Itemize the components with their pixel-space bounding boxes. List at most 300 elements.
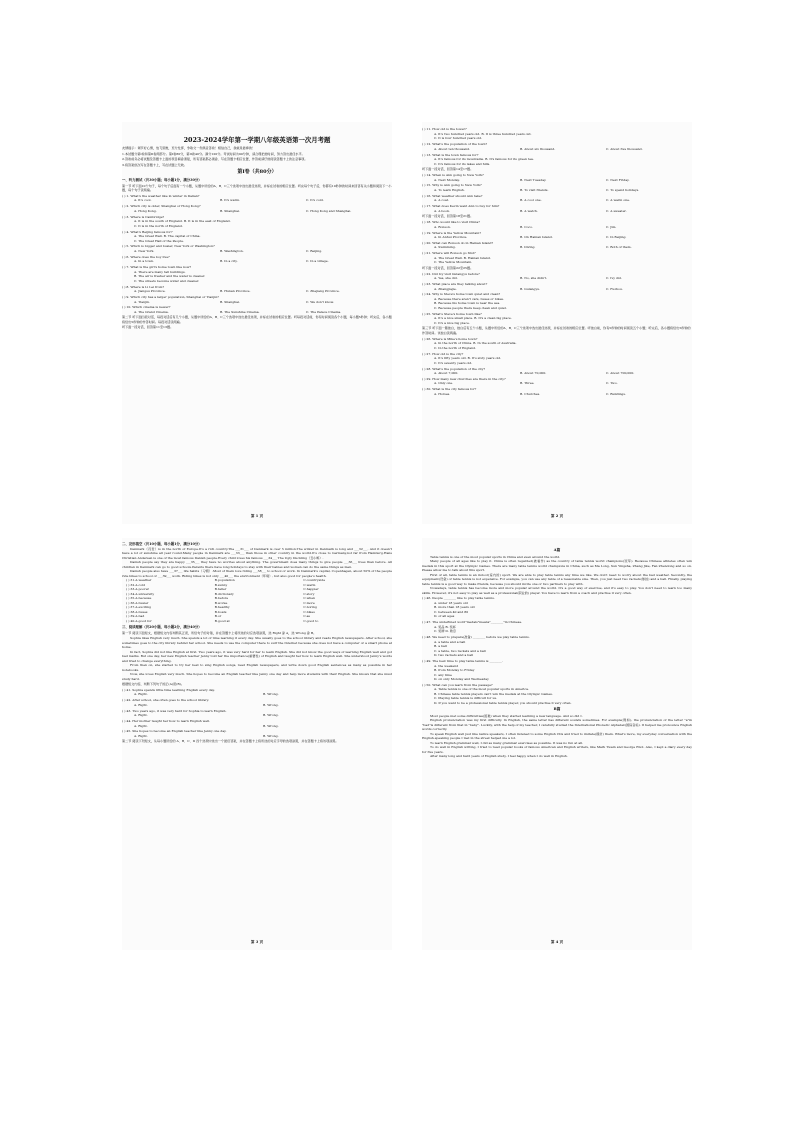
option-c: C. It's cold. [306, 198, 324, 203]
question-item [422, 620, 692, 634]
option-b: B. Churches. [520, 391, 541, 396]
option-b: B. Diving. [520, 245, 536, 250]
question-stem: ( ) 22. Did Ivy visit Gulangyu before? [422, 271, 480, 276]
paragraph: In fact, Sophia did not like English at first. Two years ago, it was very hard for her to learn English. She did not know the good ways of learning English well and got bad marks. But one day, her new English teacher Jenny told her the importance(重要性) of English and taught her how to learn English well. She understood Jenny's words and tried to change everything. [122, 649, 392, 663]
listening-questions-11-13 [422, 127, 692, 166]
question-options [122, 310, 392, 315]
option-c: C. Next Friday. [606, 177, 630, 182]
exam-page-1 [122, 122, 392, 524]
option-a: A. It's cool. [134, 198, 152, 203]
top-spacer [422, 122, 692, 126]
option-line: A. The Great Wall. B. Hainan Island. [434, 255, 491, 260]
listening-questions-26-30 [422, 337, 692, 397]
option-c: C. About 700,000. [606, 371, 635, 376]
option-a: A. Right. [134, 723, 148, 728]
question-options [422, 287, 692, 292]
question-item [122, 265, 392, 283]
option-line: A. The Great Wall. B. The capital of China. [134, 234, 201, 239]
page-number: 第 3 页 [250, 939, 264, 944]
question-item [422, 337, 692, 351]
option-line: C. 奖牌 D. 勋章 [434, 629, 456, 634]
option-b: B. Three. [520, 381, 535, 386]
option-line: C. The Great Hall of the People. [134, 238, 184, 243]
question-options [422, 147, 692, 152]
cloze-option: B.worse [214, 600, 228, 605]
cloze-option: ( ) 35.A.because [126, 596, 152, 600]
option-c: C. A warm one. [606, 198, 630, 203]
option-c: C. In a village. [306, 259, 329, 264]
question-item [422, 194, 692, 203]
paragraph: 友情提示：调节好心情，放飞思维，充分发挥，争取交一份满意答卷！相信自己，我就是最棒的！ [122, 146, 256, 150]
option-c: C. We don't know. [306, 299, 334, 304]
question-stem: ( ) 41. Sophia spends little time learning English every day. [122, 687, 215, 692]
question-item [422, 204, 692, 213]
question-options [122, 692, 392, 697]
cloze-option: C.good to [303, 618, 319, 623]
option-a: A. Zhangjiajie. [434, 286, 457, 291]
option-b: B. A watch. [520, 208, 538, 213]
question-stem: ( ) 1. What's the weather like in winter in Dalian? [122, 193, 200, 198]
question-stem: ( ) 24. Why is Steve's home town quiet and clean? [422, 292, 501, 297]
question-item [422, 241, 692, 250]
listening-questions-1-10 [122, 194, 392, 315]
cloze-option: B.healthy [214, 605, 230, 609]
option-line: C. It is four hundred years old. [434, 136, 483, 141]
option-c: C. Jim. [606, 224, 617, 229]
option-b: B. To visit friends. [520, 187, 549, 192]
question-stem: ( ) 4. What's Beijing famous for? [122, 229, 173, 234]
question-stem: ( ) 2. Which city is older, Shanghai or Hong Kong? [122, 204, 201, 209]
option-line: C. Playing table tennis is difficult for us. [434, 696, 498, 701]
question-stem: ( ) 11. How old is the tower? [422, 127, 467, 132]
passage-b-text [422, 714, 692, 759]
option-b: B. Gulangyu. [520, 286, 541, 291]
exam-page-2 [422, 122, 692, 524]
passage-b-title: B篇 [553, 707, 561, 712]
question-stem: ( ) 14. When is Ann going to New York? [422, 173, 484, 178]
cloze-option: ( ) 31.A.weather [126, 578, 152, 582]
option-line: C. It's famous for its lakes and hills. [434, 161, 491, 166]
question-item [122, 215, 392, 229]
question-item [422, 635, 692, 658]
question-stem: ( ) 6. Where does the boy live? [122, 254, 170, 259]
question-item [422, 220, 692, 229]
exam-page-3 [122, 538, 392, 950]
cloze-option: C.bikes [303, 609, 315, 614]
option-b: B. Wrong. [263, 733, 279, 738]
paragraph: Now, she loves English very much. She hopes to become an English teacher like Jenny one day and help more students with their English. She knows that she must study hard. [122, 672, 392, 681]
question-options [122, 249, 392, 254]
question-stem: ( ) 18. Who would like to visit China? [422, 220, 480, 225]
option-a: A. Ronson. [434, 224, 451, 229]
option-a: A. Swimming. [434, 245, 456, 250]
option-b: B. A cool one. [520, 198, 542, 203]
option-a: A. New York. [134, 248, 155, 253]
paragraph: To do well in English writing, I tried to read popular books of famous American and English writers, like Mark Twain and George Eliot. Also, I kept a diary every day for five years. [422, 745, 692, 754]
question-options [422, 371, 692, 376]
option-line: A. It's two hundred years old. B. It is three hundred years old. [434, 131, 532, 136]
question-item [422, 312, 692, 326]
question-item [422, 173, 692, 182]
option-a: A. The Grand Cinema. [134, 309, 169, 314]
option-c: C. Ivy did. [606, 276, 622, 281]
question-item [422, 596, 692, 619]
question-options [422, 198, 692, 203]
option-b: B. Wrong. [263, 713, 279, 718]
cloze-option: C.story [303, 591, 315, 596]
reading-passage [122, 636, 392, 681]
question-options [422, 392, 692, 397]
option-c: C. Hong Kong and Shanghai. [306, 208, 352, 213]
option-line: C. In the north of England. [434, 345, 477, 350]
option-line: A. under 18 years old [434, 600, 468, 605]
question-item [122, 729, 392, 738]
paragraph: From then on, she started to try her best to sing English songs, read English newspapers, and write down good English sentences as many as possible in her notebooks. [122, 663, 392, 672]
option-b: B. Shanghai. [220, 299, 240, 304]
option-b: B. Hunan Province. [220, 289, 251, 294]
listening-lead-11: 听下面一段对话，回答第11至13题。 [122, 325, 174, 330]
cloze-passage [122, 547, 392, 579]
option-line: C. Because people there keep clean and quiet. [434, 305, 507, 310]
cloze-heading: 二、完形填空（共10小题，每小题1分，满分10分） [122, 542, 202, 546]
question-stem: ( ) 9. Which city has a larger population, Shanghai or Tianjin? [122, 295, 219, 300]
option-line: D. on only Monday and Wednesday [434, 677, 489, 682]
question-item [122, 255, 392, 264]
question-options [122, 209, 392, 214]
cloze-option: C.when [303, 596, 316, 600]
question-stem: ( ) 16. What weather should Ann take? [422, 193, 483, 198]
option-line: B. Chinese table tennis players can't win the medals at the Olympic Games. [434, 691, 553, 696]
cloze-option: C.warm [303, 582, 316, 587]
listening-lead-18: 听下面一段对话，回答第18至21题。 [422, 214, 474, 219]
cloze-option: C.more [303, 600, 315, 605]
question-item [122, 285, 392, 294]
question-options [422, 225, 692, 230]
listening-part3-intro: 第三节 听下面一篇独白，独白后有五个小题，从题中所给的A、B、C三个选项中选出最佳选项，并标在试卷的相应位置。听独白前，你有5秒钟的时间阅读五个小题；听完后，各小题将给出5秒钟的作答时间。该独白读两遍。 [422, 326, 691, 335]
cloze-option: B.or [214, 614, 222, 618]
option-line: C. a table, two rackets and a ball [434, 648, 486, 653]
option-line: B. Because his home town is near the sea. [434, 301, 501, 306]
question-options [422, 188, 692, 193]
option-a: A. In a town. [134, 259, 154, 264]
option-line: D. of all ages [434, 614, 455, 619]
option-a: A. A coat. [434, 198, 450, 203]
option-line: A. In the north of China. B. In the south of Australia. [434, 341, 517, 346]
question-stem: ( ) 49. The best time to play table tennis is ________. [422, 659, 503, 664]
question-options [122, 734, 392, 739]
question-stem: ( ) 46. People ________ like to play table tennis. [422, 596, 495, 601]
question-options [422, 245, 692, 250]
question-stem: ( ) 25. What's Steve's home town like? [422, 311, 482, 316]
cloze-option: B.sunny [214, 582, 228, 587]
paragraph: To speak English well just like native speakers, I often listened to some English CDs and tried to imitate(模仿) them. What's more, my everyday conversation with the English-speaking people I met in the street helped me a lot. [422, 731, 692, 741]
option-c: C. Buildings. [606, 391, 626, 396]
question-item [122, 295, 392, 304]
option-a: A. About 7,000. [434, 371, 459, 376]
option-c: C. Both of them. [606, 245, 632, 250]
option-line: A. It's famous for its mountains. B. It's famous for its green tea. [434, 157, 534, 162]
question-item [122, 688, 392, 697]
question-item [422, 183, 692, 192]
question-item [422, 683, 692, 706]
option-line: B. a ball [434, 644, 447, 649]
option-a: A. About ten thousand. [434, 146, 471, 151]
option-line: A. 奖品 B. 奖杯 [434, 624, 456, 629]
top-spacer [122, 538, 392, 540]
question-item [122, 194, 392, 203]
question-stem: ( ) 21. Where will Ronson go first? [422, 251, 476, 256]
question-options [422, 381, 692, 386]
option-b: B. About 70,000. [520, 371, 547, 376]
listening-questions-14-17 [422, 173, 692, 213]
option-c: C. Beijing. [306, 248, 323, 253]
question-options [422, 276, 692, 281]
option-line: A. a table and a ball [434, 639, 466, 644]
paragraph: 1.本试题分第I卷和第II卷两部分。第I卷80分，第II卷40分。满分120分。考试时间为90分钟，请合理把控时间，努力答出最佳水平。 [122, 151, 305, 156]
cloze-option: B.before [214, 596, 229, 600]
option-line: B. more than 18 years old [434, 605, 475, 610]
option-a: A. A book. [434, 208, 450, 213]
question-stem: ( ) 28. What's the population of the city? [422, 366, 486, 371]
listening-heading: 一、听力测试（共30小题；每小题1分，满分30分） [122, 178, 202, 182]
option-c: C. To spend holidays. [606, 187, 640, 192]
option-a: A. In Anhui Province. [434, 235, 468, 240]
cloze-option: B.taller [214, 587, 227, 591]
option-line: A. There are many tall buildings. [134, 269, 186, 274]
question-item [422, 153, 692, 167]
question-options [422, 178, 692, 183]
question-stem: ( ) 10. Which cinema is newer? [122, 305, 171, 310]
question-item [122, 305, 392, 314]
reading-part1-intro: 第一节 阅读下面短文，根据短文内容判断其正误，所给句子的对错，并在答题卡上将所选的对应选项涂黑，选 Right 涂 A，选 Wrong 涂 B。 [122, 630, 317, 635]
question-options [422, 209, 692, 214]
option-line: A. Table tennis is one of the most popular sports in America. [434, 687, 529, 692]
question-stem: ( ) 3. Where is Cambridge? [122, 214, 165, 219]
cloze-option: ( ) 37.A.exciting [126, 605, 152, 609]
option-line: A. Because there aren't cars, buses or bikes. [434, 296, 505, 301]
question-stem: ( ) 23. What place are they talking about? [422, 282, 488, 287]
cloze-option: ( ) 32.A.cold [126, 582, 146, 587]
question-stem: ( ) 12. What's the population of the town? [422, 142, 488, 147]
page-number: 第 4 页 [550, 939, 564, 944]
option-b: B. Shanghai. [220, 208, 240, 213]
cloze-option-row [122, 619, 392, 624]
question-item [122, 230, 392, 244]
reading-part2-intro: 第二节 阅读下列短文，从每小题所给的 A、B、C、D 四个选项中选出一个最佳答案，并在答题卡上将所选的对应字母的选项涂黑，并在答题卡上将该项涂黑。 [122, 739, 339, 744]
option-line: C. any time [434, 672, 452, 677]
question-options [122, 289, 392, 294]
question-options [122, 198, 392, 203]
paragraph: English pronunciation was my first difficulty. In English, the same letter has different sounds sometimes. For example(例如), the pronunciation of the letter "a"in "bad"is different from that in "baby". Luckily, with the help of my teacher, I carefully studied the International Phonetic Alphabet(国际音标). It helped me pronounce English words correctly. [422, 718, 692, 732]
option-c: C. Two. [606, 381, 618, 386]
option-c: C. Fuzhou. [606, 286, 623, 291]
question-item [422, 387, 692, 396]
paragraph: 2.答卷前务必将试题及答题卡上面的项目填涂清楚，所有答案都必须涂、写在答题卡相应位置，作答前请仔细阅读答题卡上的注意事项。 [122, 157, 308, 161]
paragraph: 3.将答案依次写在答题卡上，写在试题上无效。 [122, 162, 187, 167]
listening-questions-22-25 [422, 272, 692, 326]
cloze-options [122, 578, 392, 623]
option-line: D. two rackets and a ball [434, 653, 474, 658]
passage-a-title: A篇 [553, 548, 561, 552]
question-stem: ( ) 50. What can you learn from the passage? [422, 682, 493, 687]
option-b: B. No, she didn't. [520, 276, 548, 281]
option-line: C. It's seventy years old. [434, 360, 473, 365]
question-stem: ( ) 27. How old is the city? [422, 351, 464, 356]
option-line: A. It is in the south of England. B. It is in the east of England. [134, 219, 231, 224]
option-line: C. between 40 and 80 [434, 609, 469, 614]
option-c: C. The Palace Cinema. [306, 309, 342, 314]
question-item [122, 709, 392, 718]
option-line: C. It's a nice big place. [434, 320, 470, 325]
option-b: B. On Hainan Island. [520, 235, 553, 240]
question-item [122, 719, 392, 728]
judge-questions [122, 688, 392, 739]
question-item [122, 204, 392, 213]
option-b: B. In a city. [220, 259, 238, 264]
question-options [422, 235, 692, 240]
option-line: D. If you want to be a professional table tennis player, you should practise it very often. [434, 700, 572, 705]
question-options [122, 300, 392, 305]
question-item [422, 231, 692, 240]
exam-title: 2023-2024学年第一学期八年级英语第一次月考题 [183, 136, 331, 144]
paragraph: Sophia likes English very much. She spends a lot of time learning it every day. She usually goes to the school library and reads English newspapers. After school, she sometimes goes to the city library behind her school. She needs to use the computer there to surf the Internet because she does not have a computer or a smart phone at home. [122, 636, 392, 649]
cloze-option: ( ) 40.A.good for [126, 618, 152, 623]
option-c: C. About five thousand. [606, 146, 643, 151]
question-options [122, 703, 392, 708]
cloze-option: C.boring [303, 605, 317, 609]
listening-lead-14: 听下面一段对话，回答第14至17题。 [422, 167, 474, 172]
exam-page-4 [422, 538, 692, 950]
option-a: A. Only one. [434, 381, 454, 386]
listening-part2-intro: 第二节 听下面四段对话，每段对话后有几个小题，从题中所给的A、B、C三个选项中选出最佳选项，并标在试卷的相应位置。听每段对话前，你有时间阅读各个小题，每小题5秒钟；听完后，各小题将给出5秒钟的作答时间。每段对话读两遍。 [122, 315, 392, 324]
option-line: B. from Monday to Friday [434, 668, 475, 673]
option-a: A. Tianjin. [134, 299, 151, 304]
option-b: B. Wrong. [263, 702, 279, 707]
question-stem: ( ) 8. Where is Li Lei from? [122, 284, 165, 289]
question-item [122, 698, 392, 707]
cloze-option: ( ) 36.A.busier [126, 600, 149, 605]
question-item [422, 142, 692, 151]
option-a: A. Right. [134, 702, 148, 707]
section-title: 第I卷（共80分） [237, 169, 277, 175]
option-b: B. About six thousand. [520, 146, 556, 151]
paragraph: Danish people say they are happy ___35___ they have no worries about anything. The government does many things to give people ___36___ lives than before. All children in Denmark can go to good schools.Parents there have long holidays to stay with their babies and women can do the same things as men. [122, 560, 392, 569]
option-a: A. Hong Kong. [134, 208, 157, 213]
question-options [122, 259, 392, 264]
cloze-option: ( ) 34.A.university [126, 591, 155, 596]
question-stem: ( ) 15. Why is Ann going to New York? [422, 183, 482, 188]
question-stem: ( ) 47. The underlined word"medals"means"________"in Chinese. [422, 620, 523, 625]
paragraph: Nowadays, table tennis has become more and more popular around the world. It's a good way of exercise, and it's easy to play. You don't need to learn too many skills. However, it's not easy to play as well as a professional(职业的) player. You have to learn from a coach and practise it very often. [422, 586, 692, 595]
question-item [422, 127, 692, 141]
question-item [422, 282, 692, 291]
option-c: C. Zhejiang Province. [306, 289, 340, 294]
question-stem: ( ) 20. What can Ronson do in Hainan Island? [422, 240, 494, 245]
paragraph: Many people of all ages like to play it. China is often regarded(被看作) as the country of table tennis world champions(冠军). Because Chinese athletes often win medals in this sport at the Olympic Games. There are many table tennis world champions in China, such as Ma Long, Sun Yingsha, Zhang Jike, Fan Zhendong and so on. Please allow me to talk about this sport. [422, 559, 692, 572]
cloze-option: B.boats [214, 609, 227, 614]
option-a: A. To learn English. [434, 187, 465, 192]
option-a: A. Jiangsu Province. [134, 289, 166, 294]
option-b: B. Next Tuesday. [520, 177, 547, 182]
paragraph: To learn English grammar well, I did as many grammar exercises as possible. It was no fun at all. [430, 740, 584, 745]
cloze-option: B.good at [214, 618, 230, 623]
option-line: B. The air is fresher and the water is cleaner. [134, 274, 206, 279]
option-b: B. It's warm. [220, 198, 241, 203]
cloze-option: C.happier [303, 587, 319, 591]
option-line: C. The Yellow Mountain. [434, 260, 473, 265]
page-number: 第 1 页 [250, 513, 264, 518]
reading-heading: 三、阅读理解（共20小题，每小题2分，满分40分） [122, 625, 202, 629]
option-b: B. Wrong. [263, 692, 279, 697]
question-item [422, 659, 692, 682]
page-number: 第 2 页 [550, 513, 564, 518]
question-stem: ( ) 30. What is the city famous for? [422, 387, 477, 392]
option-a: A. Next Monday. [434, 177, 460, 182]
top-spacer [422, 538, 692, 546]
cloze-option: B.dictionary [214, 591, 234, 596]
judge-lead: 根据短文内容，判断下列句子的正(A)误(B)。 [122, 682, 184, 686]
cloze-option: ( ) 39.A.bad [126, 614, 145, 618]
option-a: A. Right. [134, 713, 148, 718]
paragraph: Danish people also have ___37___ life habits（习惯）.Most of them love riding ___38___ to school or work. In Denmark's capital, Copenhagen, about 50% of the people ride bikes to school or ___39___ work. Riding bikes is not only ___40___ the environment（环境）, but also good for people's health. [122, 569, 392, 578]
question-item [422, 352, 692, 366]
question-stem: ( ) 45. She hopes to become an English teacher like Jenny one day. [122, 729, 227, 734]
option-line: C. The streets become wider and cleaner. [134, 278, 200, 283]
question-options [122, 713, 392, 718]
option-c: C. In Beijing. [606, 235, 627, 240]
question-item [122, 244, 392, 253]
listening-part1-intro: 第一节 听下面10个句子，每个句子后面有一个小题，从题中所给的A、B、C三个选项中选出最佳选项，并标在试卷的相应位置。听完每个句子后，你都有10秒钟的时间来回答有关小题和阅读下一小题，每个句子读两遍。 [122, 183, 392, 192]
option-a: A. Horses. [434, 391, 451, 396]
option-a: A. Yes, she did. [434, 276, 458, 281]
question-stem: ( ) 5. Which is bigger and busier, New York or Washington? [122, 244, 215, 249]
option-line: A. the weekend [434, 663, 459, 668]
paragraph: First of all, table tennis is an indoor(室内的) sport. We are able to play table tennis any time we like. We don't need to worry about the bad weather. Secondly, the equipment(设备) of table tennis is not expensive. For example, you can use any table of a reasonable size. Then, you just need two rackets(球拍) and a ball. Finally, playing table tennis is a good way to make friends, because you should invite one or two partners to play with. [422, 572, 692, 586]
option-b: B. The Sunshine Cinema. [220, 309, 260, 314]
question-item [422, 251, 692, 265]
option-line: A. It's fifty years old. B. It's sixty years old. [434, 356, 502, 361]
option-b: B. Coco. [520, 224, 533, 229]
question-stem: ( ) 42. After school, she often goes to the school library. [122, 698, 210, 703]
option-line: A. It's a nice small place. B. It's a clean big place. [434, 316, 512, 321]
option-b: B. Wrong. [263, 723, 279, 728]
cloze-option: C.countryside [303, 578, 326, 582]
question-stem: ( ) 19. Where is the Yellow Mountain? [422, 230, 482, 235]
question-item [422, 292, 692, 310]
paragraph: Table tennis is one of the most popular sports in China and even around the world. [430, 554, 561, 559]
cloze-option: C.as [303, 614, 311, 618]
question-item [422, 367, 692, 376]
question-stem: ( ) 26. Where is Mike's home town? [422, 336, 478, 341]
paragraph: After many long and hard years of English study, I feel happy when I do well in English. [430, 754, 568, 759]
question-stem: ( ) 7. What is the girl's home town like now? [122, 265, 192, 270]
question-stem: ( ) 29. How many new churches are there in the city? [422, 376, 506, 381]
passage-a-questions [422, 596, 692, 705]
option-c: C. A sweater. [606, 208, 627, 213]
question-stem: ( ) 44. Her mother taught her how to learn English well. [122, 719, 211, 724]
question-options [122, 724, 392, 729]
question-stem: ( ) 17. What does Kevin want Ann to buy for him? [422, 204, 500, 209]
exam-tips [122, 146, 392, 167]
cloze-option: B.population [214, 578, 235, 582]
option-line: C. It is in the north of England. [134, 223, 183, 228]
passage-a-text [422, 555, 692, 596]
paragraph: Most people met some difficulties(困难) when they started learning a new language. And so did I. [430, 713, 583, 718]
question-stem: ( ) 13. What is the town famous for? [422, 152, 479, 157]
paragraph: Denmark（丹麦）is in the north of Europe.It's a rich country.The ___31___ of Denmark is over 5 million.The winter in Denmark is long and ___32___. And it doesn't have a lot of sunshine all year round.Many people in Denmark are ___33___ than those in other country in the world.It's close to Germany,not far from Hamburg.Hans Christian Andersen is one of the most famous Danish people.Every child loves his famous ___34___ The Ugly Duckling（丑小鸭）. [122, 546, 392, 560]
listening-lead-22: 听下面一段对话，回答第22至25题。 [422, 265, 474, 270]
question-item [422, 377, 692, 386]
